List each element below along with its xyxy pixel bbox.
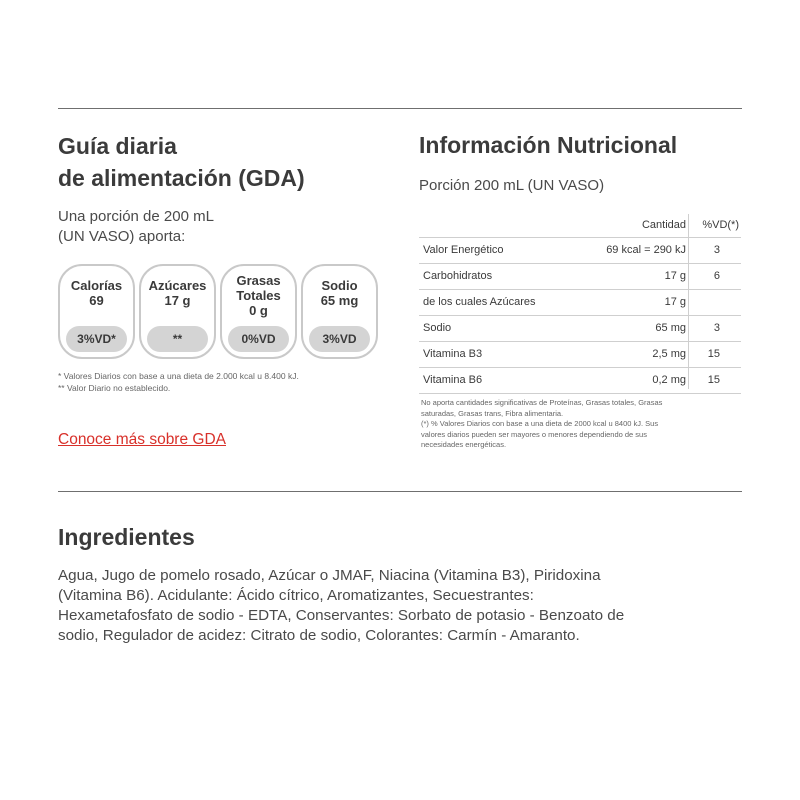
badge-label: Grasas <box>236 273 281 288</box>
row-quantity: 17 g <box>664 296 686 308</box>
nutrition-footnote-line: necesidades energéticas. <box>421 440 507 449</box>
badge-label-line-2: Totales <box>236 288 281 303</box>
row-quantity: 2,5 mg <box>652 348 686 360</box>
table-row <box>419 264 741 290</box>
gda-portion-note <box>58 207 214 247</box>
nutrition-footnote-line: valores diarios pueden ser mayores o menores dependiendo de sus <box>421 429 647 439</box>
table-row <box>419 342 741 368</box>
gda-more-link[interactable]: Conoce más sobre GDA <box>58 431 226 448</box>
nutrition-portion: Porción 200 mL (UN VASO) <box>419 177 605 194</box>
row-name: Sodio <box>423 322 452 334</box>
badge-value: 69 <box>89 293 104 308</box>
row-vd: 15 <box>707 348 720 360</box>
badge-value: 0 g <box>249 303 268 318</box>
row-quantity: 69 kcal = 290 kJ <box>606 244 686 256</box>
gda-title-line-2: de alimentación (GDA) <box>58 165 305 191</box>
badge-value: 17 g <box>164 293 191 308</box>
badge-value: 65 mg <box>320 293 359 308</box>
gda-footnote: * Valores Diarios con base a una dieta de 2.000 kcal u 8.400 kJ. <box>58 371 299 381</box>
gda-title <box>58 130 388 194</box>
gda-badge-grasas-totales <box>220 264 297 359</box>
badge-label: Calorías <box>70 278 123 293</box>
nutrition-footnote <box>421 398 743 451</box>
row-name: Vitamina B6 <box>423 374 483 386</box>
badge-label: Azúcares <box>148 278 207 293</box>
row-quantity: 17 g <box>664 270 686 282</box>
header-quantity: Cantidad <box>641 219 686 231</box>
badge-vd-pill: 0%VD <box>228 326 289 352</box>
row-quantity: 65 mg <box>655 322 686 334</box>
badge-label: Sodio <box>321 278 358 293</box>
row-name: Vitamina B3 <box>423 348 483 360</box>
ingredients-line: Hexametafosfato de sodio - EDTA, Conservantes: Sorbato de potasio - Benzoato de <box>58 607 625 624</box>
gda-badges <box>58 264 378 359</box>
gda-footnotes <box>58 370 299 394</box>
nutrition-footnote-line: (*) % Valores Diarios con base a una dieta de 2000 kcal u 8400 kJ. Sus <box>421 419 659 428</box>
gda-title-line-1: Guía diaria <box>58 133 177 159</box>
middle-divider <box>58 491 742 492</box>
nutrition-footnote-line: No aporta cantidades significativas de Proteínas, Grasas totales, Grasas <box>421 398 663 407</box>
gda-badge-azucares <box>139 264 216 359</box>
ingredients-text <box>58 566 748 646</box>
row-vd: 3 <box>713 322 720 334</box>
row-vd: 15 <box>707 374 720 386</box>
row-name: Carbohidratos <box>423 270 493 282</box>
row-vd: 6 <box>713 270 720 282</box>
ingredients-line: (Vitamina B6). Acidulante: Ácido cítrico, Aromatizantes, Secuestrantes: <box>58 587 534 604</box>
ingredients-line: sodio, Regulador de acidez: Citrato de sodio, Colorantes: Carmín - Amaranto. <box>58 627 580 644</box>
gda-badge-calorias <box>58 264 135 359</box>
badge-vd-pill: 3%VD <box>309 326 370 352</box>
nutrition-title: Información Nutricional <box>419 132 678 158</box>
table-row <box>419 316 741 342</box>
row-quantity: 0,2 mg <box>652 374 686 386</box>
table-row <box>419 290 741 316</box>
ingredients-line: Agua, Jugo de pomelo rosado, Azúcar o JMAF, Niacina (Vitamina B3), Piridoxina <box>58 567 601 584</box>
row-name: Valor Energético <box>423 244 504 256</box>
gda-badge-sodio <box>301 264 378 359</box>
nutrition-table <box>419 214 741 394</box>
header-vd: %VD(*) <box>702 219 739 231</box>
row-name: de los cuales Azúcares <box>423 296 536 308</box>
table-row <box>419 368 741 394</box>
table-row <box>419 238 741 264</box>
ingredients-title: Ingredientes <box>58 524 195 550</box>
gda-portion-line-2: (UN VASO) aporta: <box>58 228 186 245</box>
badge-vd-pill: 3%VD* <box>66 326 127 352</box>
top-divider <box>58 108 742 109</box>
gda-portion-line-1: Una porción de 200 mL <box>58 208 214 225</box>
table-header-row <box>419 214 741 238</box>
row-vd: 3 <box>713 244 720 256</box>
badge-vd-pill: ** <box>147 326 208 352</box>
nutrition-footnote-line: saturadas, Grasas trans, Fibra alimentaria. <box>421 408 564 418</box>
gda-footnote: ** Valor Diario no establecido. <box>58 383 171 393</box>
